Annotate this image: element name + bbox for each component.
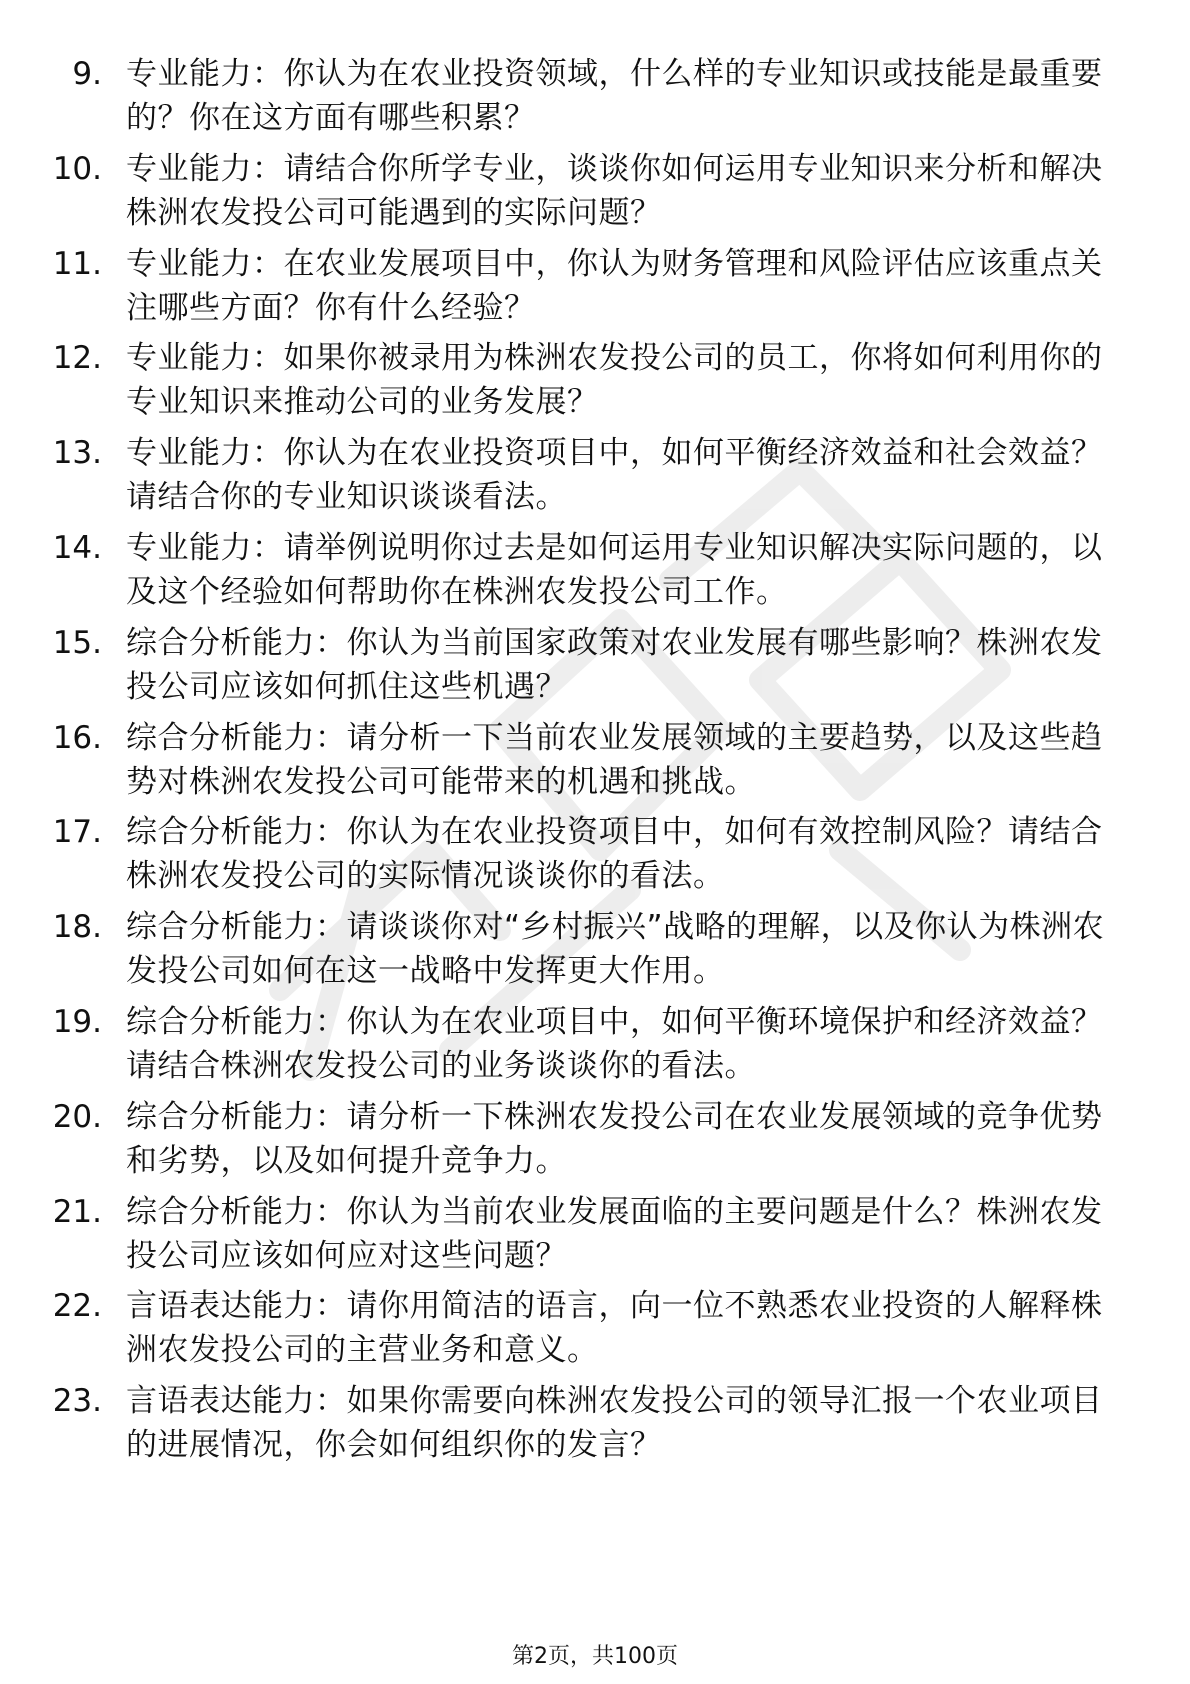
list-item <box>0 431 1190 526</box>
question-number: 14. <box>52 529 102 566</box>
list-item <box>0 621 1190 716</box>
question-text: 专业能力：你认为在农业投资项目中，如何平衡经济效益和社会效益？请结合你的专业知识谈谈看法。 <box>126 435 1103 516</box>
question-text: 综合分析能力：你认为在农业投资项目中，如何有效控制风险？请结合株洲农发投公司的实际情况谈谈你的看法。 <box>126 814 1103 895</box>
list-item <box>0 1000 1190 1095</box>
question-text: 专业能力：在农业发展项目中，你认为财务管理和风险评估应该重点关注哪些方面？你有什么经验？ <box>126 245 1103 326</box>
list-item <box>0 242 1190 337</box>
question-number: 23. <box>52 1383 102 1420</box>
list-item <box>0 52 1190 147</box>
question-number: 10. <box>52 150 102 187</box>
question-text: 综合分析能力：请分析一下当前农业发展领域的主要趋势，以及这些趋势对株洲农发投公司可能带来的机遇和挑战。 <box>126 719 1103 800</box>
list-item <box>0 1190 1190 1285</box>
list-item <box>0 1379 1190 1474</box>
list-item <box>0 905 1190 1000</box>
list-item <box>0 336 1190 431</box>
question-text: 专业能力：如果你被录用为株洲农发投公司的员工，你将如何利用你的专业知识来推动公司的业务发展？ <box>126 340 1103 421</box>
question-number: 19. <box>52 1003 102 1040</box>
list-item <box>0 1095 1190 1190</box>
question-text: 综合分析能力：你认为当前农业发展面临的主要问题是什么？株洲农发投公司应该如何应对这些问题？ <box>126 1193 1103 1274</box>
question-number: 20. <box>52 1098 102 1135</box>
question-text: 言语表达能力：如果你需要向株洲农发投公司的领导汇报一个农业项目的进展情况，你会如何组织你的发言？ <box>126 1383 1103 1464</box>
question-number: 15. <box>52 624 102 661</box>
question-text: 综合分析能力：你认为在农业项目中，如何平衡环境保护和经济效益？请结合株洲农发投公司的业务谈谈你的看法。 <box>126 1003 1103 1084</box>
list-item <box>0 526 1190 621</box>
question-number: 16. <box>52 719 102 756</box>
question-number: 18. <box>52 909 102 946</box>
list-item <box>0 1284 1190 1379</box>
page-footer: 第2页，共100页 <box>512 1644 678 1669</box>
question-number: 11. <box>52 245 102 282</box>
question-number: 17. <box>52 814 102 851</box>
question-number: 12. <box>52 340 102 377</box>
question-text: 专业能力：你认为在农业投资领域，什么样的专业知识或技能是最重要的？你在这方面有哪些积累？ <box>126 56 1103 136</box>
question-number: 9. <box>72 56 102 92</box>
question-text: 综合分析能力：请分析一下株洲农发投公司在农业发展领域的竞争优势和劣势，以及如何提升竞争力。 <box>126 1098 1103 1179</box>
question-text: 专业能力：请结合你所学专业，谈谈你如何运用专业知识来分析和解决株洲农发投公司可能遇到的实际问题？ <box>126 150 1103 231</box>
list-item <box>0 716 1190 811</box>
question-text: 综合分析能力：你认为当前国家政策对农业发展有哪些影响？株洲农发投公司应该如何抓住这些机遇？ <box>126 624 1103 705</box>
list-item <box>0 147 1190 242</box>
question-text: 综合分析能力：请谈谈你对“乡村振兴”战略的理解，以及你认为株洲农发投公司如何在这一战略中发挥更大作用。 <box>126 909 1105 990</box>
question-number: 13. <box>52 435 102 472</box>
question-number: 21. <box>52 1193 102 1230</box>
question-number: 22. <box>52 1288 102 1325</box>
question-list <box>0 52 1190 1474</box>
question-text: 专业能力：请举例说明你过去是如何运用专业知识解决实际问题的，以及这个经验如何帮助你在株洲农发投公司工作。 <box>126 529 1103 610</box>
question-text: 言语表达能力：请你用简洁的语言，向一位不熟悉农业投资的人解释株洲农发投公司的主营业务和意义。 <box>126 1288 1103 1369</box>
list-item <box>0 810 1190 905</box>
